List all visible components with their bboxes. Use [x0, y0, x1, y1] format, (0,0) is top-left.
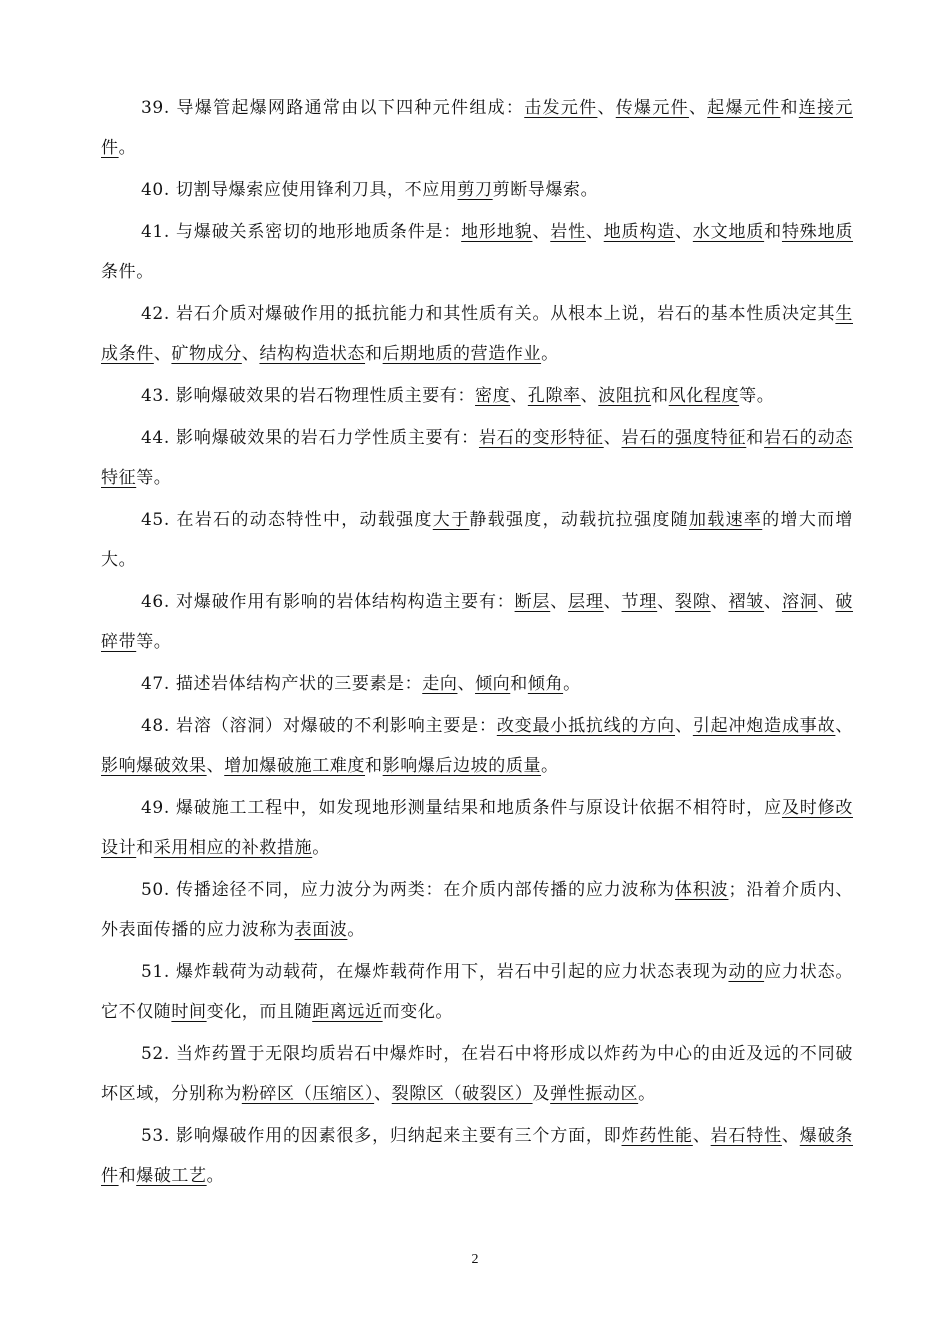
question-40 — [101, 170, 853, 210]
document-body — [101, 88, 853, 1198]
question-49 — [101, 788, 853, 868]
answer-blank: 传爆元件 — [615, 98, 689, 118]
answer-blank: 密度 — [475, 386, 511, 406]
question-text: 、 — [764, 592, 782, 612]
answer-blank: 岩石的动态特征 — [101, 428, 853, 488]
question-text: 。 — [347, 920, 366, 940]
answer-blank: 大于 — [432, 510, 470, 530]
question-text: 和 — [365, 756, 383, 776]
question-46 — [101, 582, 853, 662]
question-text: 而变化。 — [382, 1002, 454, 1022]
question-text: 。 — [563, 674, 581, 694]
answer-blank: 时间 — [171, 1002, 207, 1022]
answer-blank: 粉碎区（压缩区） — [241, 1084, 375, 1104]
question-text: 剪断导爆索。 — [492, 180, 599, 200]
question-text: 52. 当炸药置于无限均质岩石中爆炸时，在岩石中将形成以炸药为中心的由近及远的不同破坏区域，分别称为 — [101, 1044, 853, 1104]
question-42 — [101, 294, 853, 374]
answer-blank: 动的 — [728, 962, 765, 982]
answer-blank: 孔隙率 — [527, 386, 581, 406]
question-text: 等。 — [136, 468, 172, 488]
question-text: 、 — [597, 98, 616, 118]
question-text: ；沿着介质内、外表面传播的应力波称为 — [101, 880, 854, 940]
question-text: 、 — [603, 592, 622, 612]
answer-blank: 改变最小抵抗线的方向 — [496, 716, 676, 736]
answer-blank: 距离远近 — [312, 1002, 383, 1022]
question-text: 和 — [118, 1166, 137, 1186]
question-text: 43. 影响爆破效果的岩石物理性质主要有： — [141, 386, 476, 406]
answer-blank: 波阻抗 — [598, 386, 652, 406]
question-47 — [101, 664, 853, 704]
question-50 — [101, 870, 853, 950]
answer-blank: 起爆元件 — [707, 98, 781, 118]
question-text: 及 — [532, 1084, 551, 1104]
answer-blank: 影响爆后边坡的质量 — [382, 756, 542, 776]
question-text: 、 — [781, 1126, 800, 1146]
answer-blank: 风化程度 — [668, 386, 740, 406]
question-text: 、 — [675, 716, 693, 736]
question-53 — [101, 1116, 853, 1196]
question-text: 。 — [206, 1166, 225, 1186]
answer-blank: 岩性 — [550, 222, 586, 242]
answer-blank: 剪刀 — [457, 180, 493, 200]
answer-blank: 裂隙 — [675, 592, 711, 612]
answer-blank: 地形地貌 — [461, 222, 533, 242]
question-text: 、 — [710, 592, 729, 612]
question-text: 44. 影响爆破效果的岩石力学性质主要有： — [141, 428, 479, 448]
answer-blank: 特殊地质 — [781, 222, 854, 242]
answer-blank: 爆破条件 — [101, 1126, 853, 1186]
answer-blank: 裂隙区（破裂区） — [391, 1084, 533, 1104]
answer-blank: 加载速率 — [689, 510, 763, 530]
question-text: 40. 切割导爆索应使用锋利刀具，不应用 — [141, 180, 458, 200]
answer-blank: 炸药性能 — [621, 1126, 693, 1146]
question-text: 等。 — [739, 386, 775, 406]
answer-blank: 层理 — [568, 592, 604, 612]
question-text: 、 — [688, 98, 708, 118]
answer-blank: 增加爆破施工难度 — [224, 756, 366, 776]
question-text: 和 — [136, 838, 154, 858]
answer-blank: 断层 — [514, 592, 551, 612]
question-text: 和 — [764, 222, 782, 242]
answer-blank: 岩石的变形特征 — [478, 428, 604, 448]
answer-blank: 倾角 — [527, 674, 564, 694]
question-text: 、 — [457, 674, 476, 694]
question-text: 和 — [651, 386, 669, 406]
question-text: 、 — [585, 222, 604, 242]
answer-blank: 后期地质的营造作业 — [382, 344, 542, 364]
question-text: 。 — [541, 756, 559, 776]
answer-blank: 褶皱 — [728, 592, 765, 612]
answer-blank: 爆破工艺 — [136, 1166, 207, 1186]
answer-blank: 引起冲炮造成事故 — [692, 716, 836, 736]
answer-blank: 走向 — [422, 674, 458, 694]
question-text: 45. 在岩石的动态特性中，动载强度 — [141, 510, 433, 530]
question-text: 、 — [153, 344, 172, 364]
question-44 — [101, 418, 853, 498]
page-number: 2 — [471, 1252, 479, 1267]
answer-blank: 连接元件 — [101, 98, 853, 158]
question-text: 48. 岩溶（溶洞）对爆破的不利影响主要是： — [141, 716, 497, 736]
question-text: 、 — [835, 716, 854, 736]
answer-blank: 矿物成分 — [171, 344, 242, 364]
question-text: 、 — [510, 386, 528, 406]
answer-blank: 岩石特性 — [710, 1126, 782, 1146]
question-text: 、 — [374, 1084, 392, 1104]
question-text: 。 — [118, 138, 137, 158]
question-text: 和 — [510, 674, 528, 694]
question-text: 53. 影响爆破作用的因素很多，归纳起来主要有三个方面，即 — [141, 1126, 622, 1146]
question-text: 46. 对爆破作用有影响的岩体结构构造主要有： — [141, 592, 515, 612]
question-text: 、 — [675, 222, 693, 242]
question-41 — [101, 212, 853, 292]
question-text: 静载强度，动载抗拉强度随 — [469, 510, 689, 530]
question-text: 51. 爆炸载荷为动载荷，在爆炸载荷作用下，岩石中引起的应力状态表现为 — [141, 962, 729, 982]
answer-blank: 弹性振动区 — [550, 1084, 639, 1104]
question-text: 和 — [365, 344, 383, 364]
question-text: 。 — [638, 1084, 656, 1104]
question-text: 应力状态。它不仅随 — [101, 962, 853, 1022]
answer-blank: 结构构造状态 — [259, 344, 366, 364]
question-text: 等。 — [136, 632, 172, 652]
question-43 — [101, 376, 853, 416]
question-text: 和 — [780, 98, 799, 118]
answer-blank: 地质构造 — [603, 222, 676, 242]
answer-blank: 体积波 — [675, 880, 729, 900]
question-text: 、 — [550, 592, 569, 612]
question-text: 39. 导爆管起爆网路通常由以下四种元件组成： — [141, 98, 525, 118]
question-text: 、 — [532, 222, 551, 242]
answer-blank: 击发元件 — [524, 98, 598, 118]
question-text: 、 — [817, 592, 836, 612]
question-45 — [101, 500, 853, 580]
answer-blank: 倾向 — [475, 674, 511, 694]
answer-blank: 破碎带 — [101, 592, 854, 652]
answer-blank: 表面波 — [294, 920, 348, 940]
question-text: 的增大而增大。 — [101, 510, 854, 570]
question-52 — [101, 1034, 853, 1114]
question-text: 、 — [241, 344, 260, 364]
answer-blank: 生成条件 — [101, 304, 853, 364]
question-text: 、 — [657, 592, 675, 612]
question-text: 49. 爆破施工工程中，如发现地形测量结果和地质条件与原设计依据不相符时，应 — [141, 798, 782, 818]
question-text: 和 — [746, 428, 765, 448]
question-text: 47. 描述岩体结构产状的三要素是： — [141, 674, 423, 694]
answer-blank: 影响爆破效果 — [101, 756, 207, 776]
question-text: 、 — [206, 756, 225, 776]
question-text: 、 — [580, 386, 599, 406]
answer-blank: 节理 — [621, 592, 658, 612]
question-text: 、 — [692, 1126, 711, 1146]
question-text: 。 — [312, 838, 330, 858]
answer-blank: 水文地质 — [692, 222, 765, 242]
answer-blank: 及时修改设计 — [101, 798, 853, 858]
question-51 — [101, 952, 853, 1032]
question-39 — [101, 88, 853, 168]
question-text: 41. 与爆破关系密切的地形地质条件是： — [141, 222, 462, 242]
answer-blank: 溶洞 — [781, 592, 818, 612]
question-text: 50. 传播途径不同，应力波分为两类：在介质内部传播的应力波称为 — [141, 880, 676, 900]
question-text: 变化，而且随 — [206, 1002, 313, 1022]
question-text: 42. 岩石介质对爆破作用的抵抗能力和其性质有关。从根本上说，岩石的基本性质决定其 — [141, 304, 836, 324]
question-text: 、 — [603, 428, 622, 448]
question-48 — [101, 706, 853, 786]
answer-blank: 采用相应的补救措施 — [153, 838, 313, 858]
answer-blank: 岩石的强度特征 — [621, 428, 747, 448]
question-text: 。 — [541, 344, 559, 364]
question-text: 条件。 — [101, 262, 154, 282]
